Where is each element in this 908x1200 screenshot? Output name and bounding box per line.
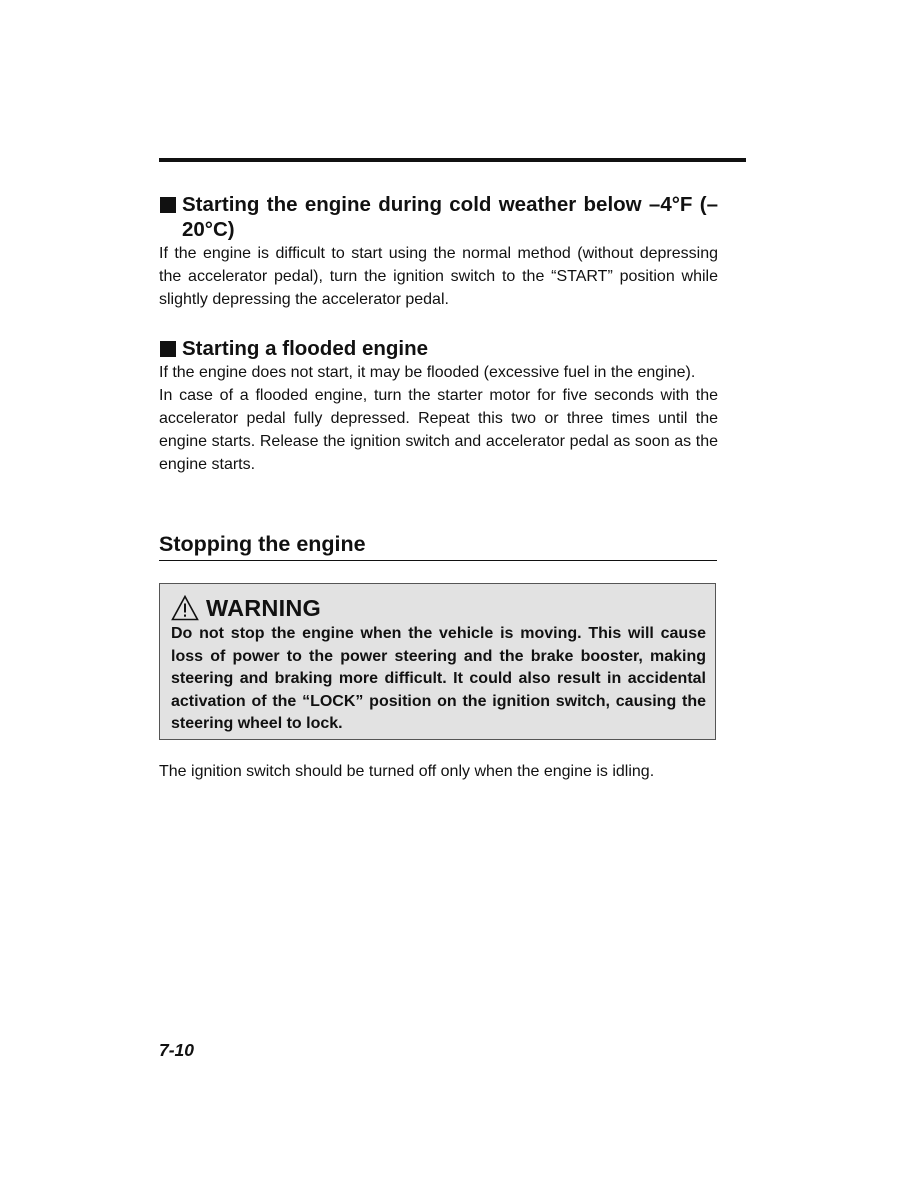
square-bullet-icon bbox=[160, 341, 176, 357]
top-rule bbox=[159, 158, 746, 162]
warning-text: Do not stop the engine when the vehicle is moving. This will cause loss of power to the power steering and the brake booster, making steering and braking more difficult. It could also result in accidental activation of the “LOCK” position on the ignition switch, causing the steering wheel to lock. bbox=[171, 625, 706, 733]
cold-weather-body: If the engine is difficult to start using the normal method (without depressing the accelerator pedal), turn the ignition switch to the “START” position while slightly depressing the accelerator pedal. bbox=[159, 245, 718, 308]
flooded-engine-para-1: If the engine does not start, it may be flooded (excessive fuel in the engine). bbox=[159, 364, 696, 381]
warning-box bbox=[159, 583, 716, 740]
flooded-engine-para-2: In case of a flooded engine, turn the starter motor for five seconds with the accelerator pedal fully depressed. Repeat this two or three times until the engine starts. Release the ignition switch and accelerator pedal as soon as the engine starts. bbox=[159, 387, 718, 473]
warning-header bbox=[171, 593, 321, 623]
flooded-engine-heading bbox=[159, 336, 718, 361]
stopping-engine-title: Stopping the engine bbox=[159, 530, 717, 561]
cold-weather-heading bbox=[159, 192, 718, 242]
square-bullet-icon bbox=[160, 197, 176, 213]
stopping-engine-note: The ignition switch should be turned off only when the engine is idling. bbox=[159, 763, 655, 780]
flooded-engine-section bbox=[159, 336, 718, 476]
cold-weather-section bbox=[159, 192, 718, 311]
page-number: 7-10 bbox=[159, 1040, 195, 1060]
warning-triangle-icon bbox=[171, 595, 199, 621]
warning-label: WARNING bbox=[206, 594, 321, 621]
cold-weather-heading-text: Starting the engine during cold weather below –4°F (–20°C) bbox=[182, 193, 718, 241]
flooded-engine-heading-text: Starting a flooded engine bbox=[182, 337, 429, 360]
